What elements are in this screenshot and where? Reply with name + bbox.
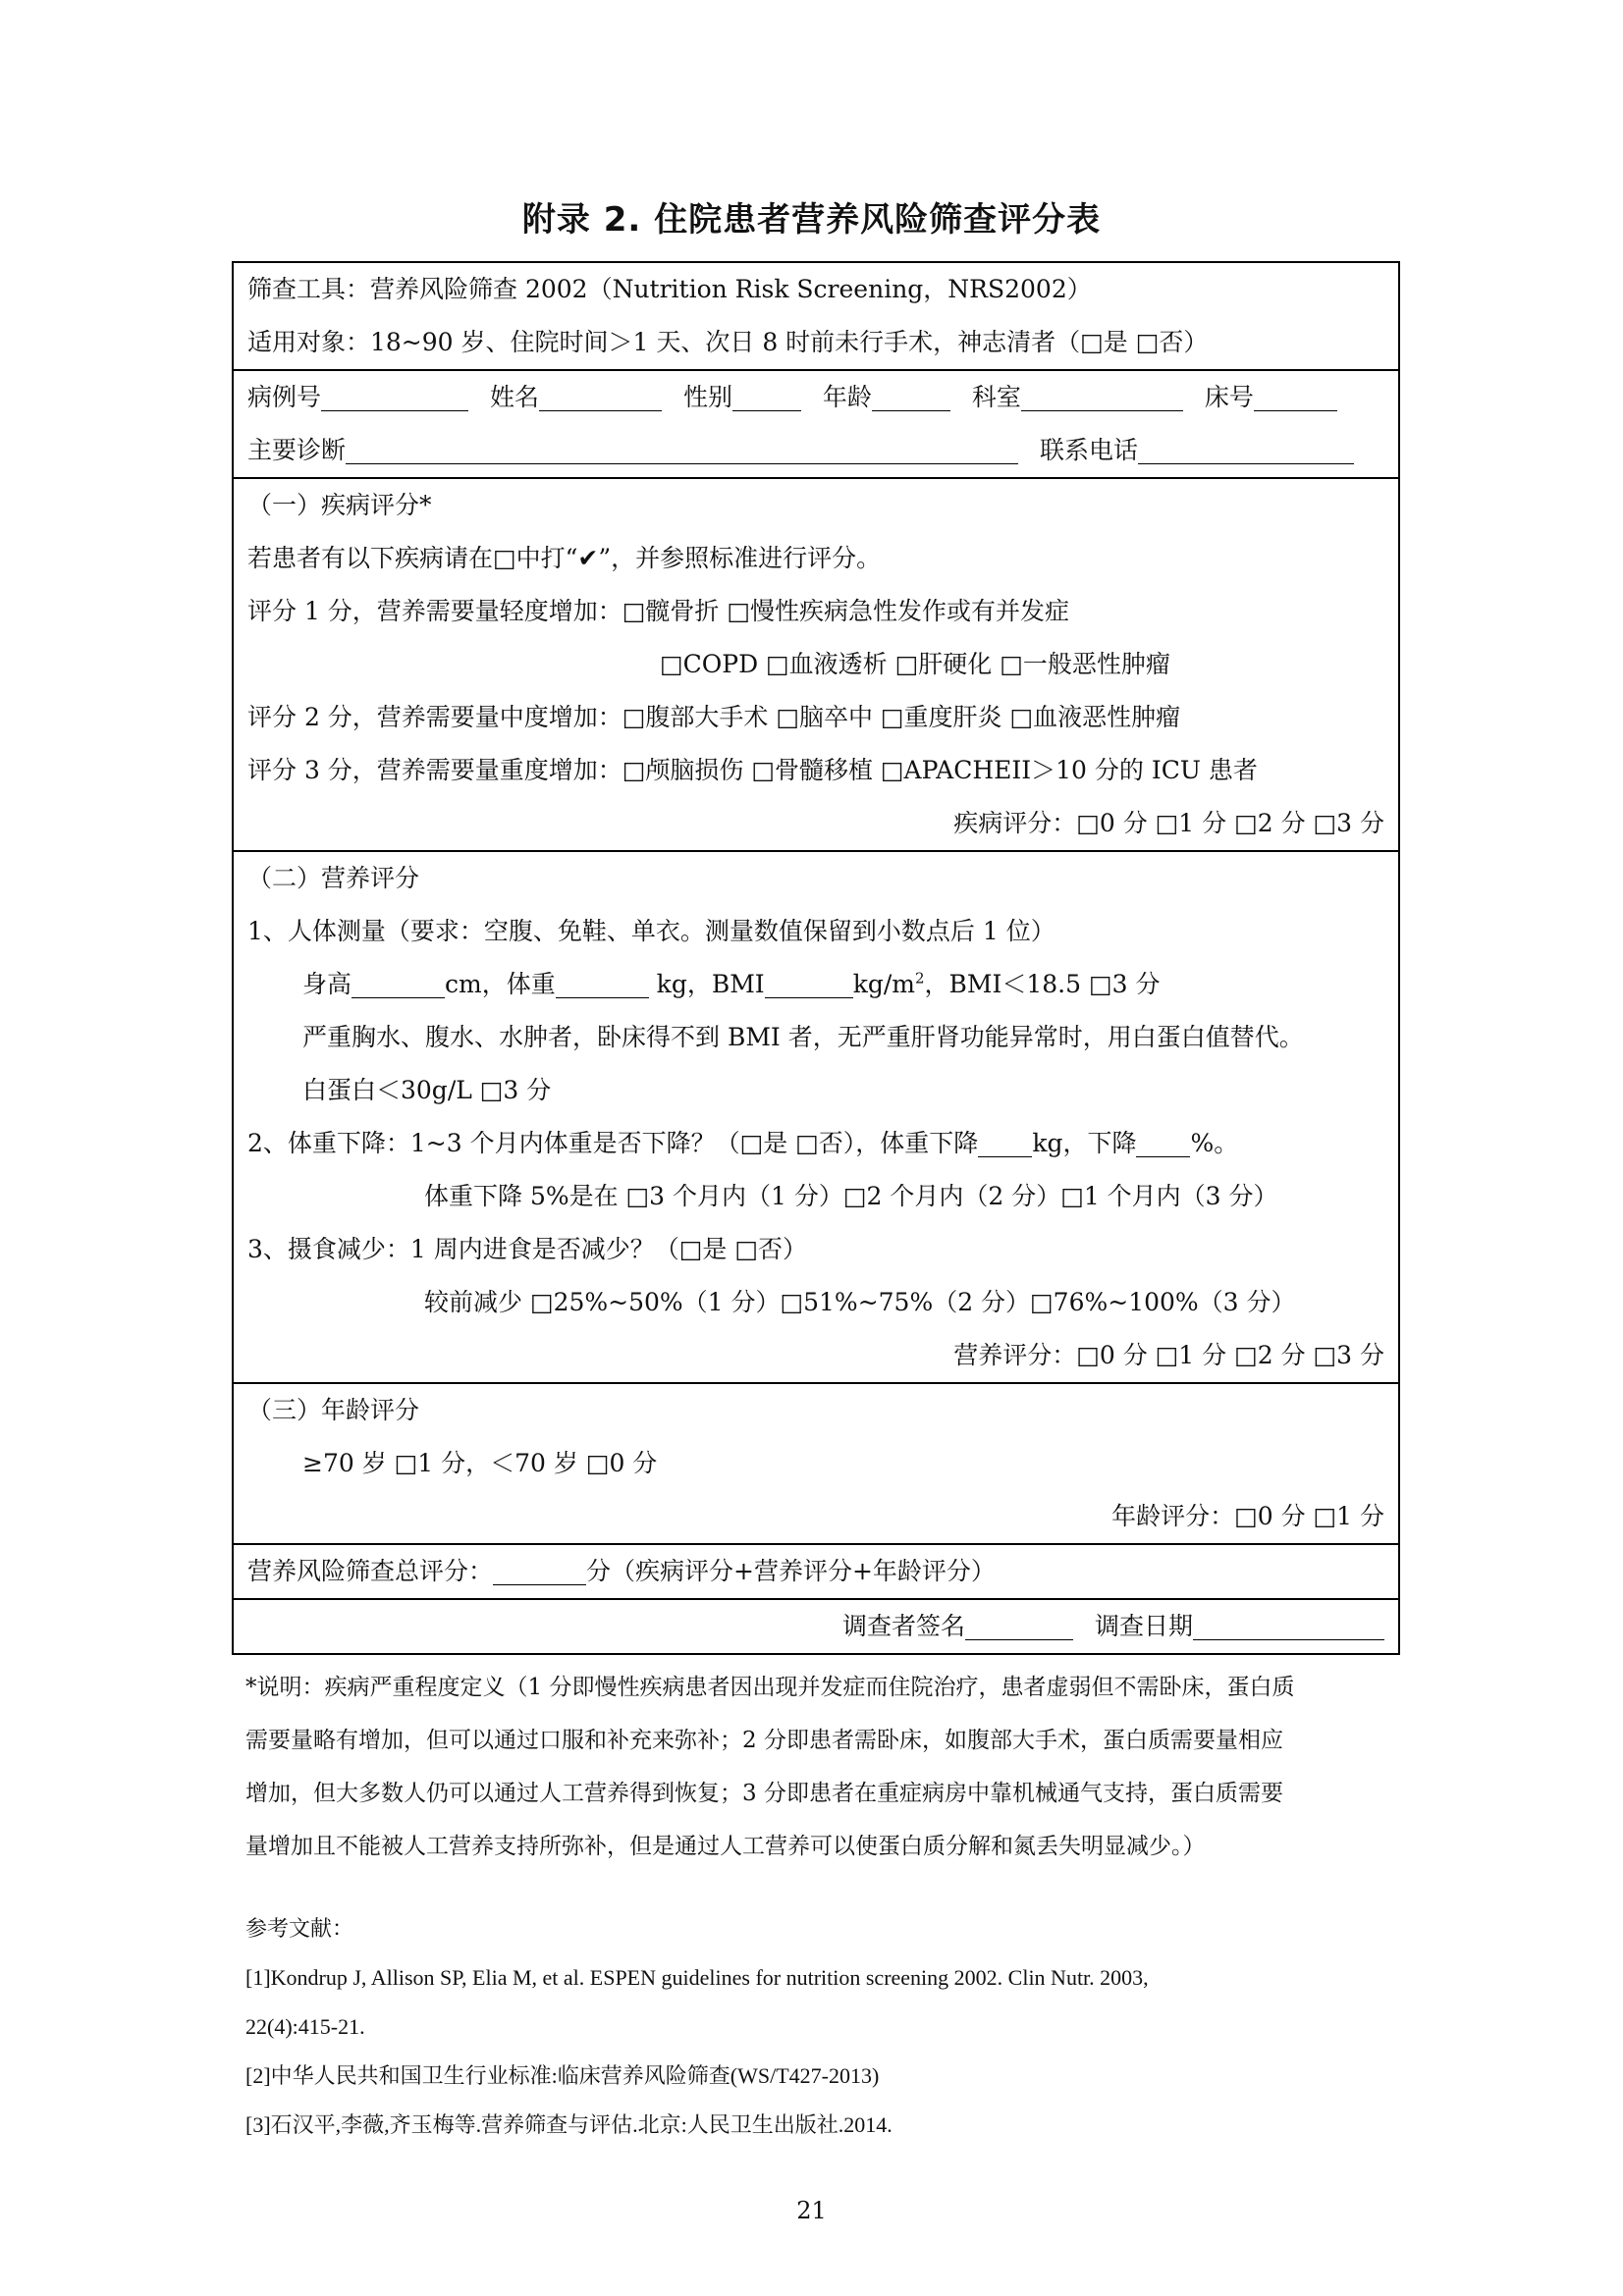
age-heading: （三）年龄评分 bbox=[247, 1396, 420, 1424]
intake-question[interactable]: 3、摄食减少：1 周内进食是否减少？（□是 □否） bbox=[247, 1235, 807, 1263]
disease-score2[interactable]: 评分 2 分，营养需要量中度增加：□腹部大手术 □脑卒中 □重度肝炎 □血液恶性肿瘤 bbox=[247, 703, 1181, 731]
disease-score1-b[interactable]: □COPD □血液透析 □肝硬化 □一般恶性肿瘤 bbox=[660, 650, 1170, 678]
page-number: 21 bbox=[796, 2197, 827, 2224]
note-line: 需要量略有增加，但可以通过口服和补充来弥补；2 分即患者需卧床，如腹部大手术，蛋白质需要量相应 bbox=[245, 1728, 1283, 1753]
albumin-note: 严重胸水、腹水、水肿者，卧床得不到 BMI 者，无严重肝肾功能异常时，用白蛋白值替代。 bbox=[302, 1023, 1304, 1051]
summary-label: 营养风险筛查总评分： bbox=[247, 1557, 494, 1585]
weight-loss-question[interactable]: 2、体重下降：1~3 个月内体重是否下降？（□是 □否），体重下降 bbox=[247, 1129, 979, 1157]
age-field[interactable] bbox=[872, 381, 950, 411]
weight-loss-kg-field[interactable] bbox=[978, 1127, 1032, 1157]
bed-field[interactable] bbox=[1254, 381, 1337, 411]
weight-field[interactable] bbox=[556, 968, 649, 998]
sex-label: 性别 bbox=[682, 383, 732, 411]
diagnosis-label: 主要诊断 bbox=[247, 436, 347, 464]
nutrition-total[interactable]: 营养评分：□0 分 □1 分 □2 分 □3 分 bbox=[953, 1341, 1384, 1369]
header-section bbox=[234, 263, 1398, 371]
dept-field[interactable] bbox=[1021, 381, 1183, 411]
disease-section bbox=[234, 479, 1398, 852]
nutrition-heading: （二）营养评分 bbox=[247, 864, 420, 892]
diagnosis-field[interactable] bbox=[346, 434, 1018, 464]
age-rule[interactable]: ≥70 岁 □1 分，＜70 岁 □0 分 bbox=[302, 1449, 658, 1477]
bed-label: 床号 bbox=[1204, 383, 1254, 411]
weight-loss-line bbox=[247, 1117, 1384, 1170]
height-label: 身高 bbox=[302, 970, 352, 998]
date-label: 调查日期 bbox=[1094, 1612, 1193, 1640]
weight-loss-kg-label: kg，下降 bbox=[1032, 1129, 1137, 1157]
patient-line-2 bbox=[247, 424, 1384, 477]
summary-section bbox=[234, 1545, 1398, 1600]
patient-info-section bbox=[234, 371, 1398, 479]
note-line: *说明：疾病严重程度定义（1 分即慢性疾病患者因出现并发症而住院治疗，患者虚弱但不需卧床，蛋白质 bbox=[245, 1675, 1295, 1700]
name-label: 姓名 bbox=[489, 383, 539, 411]
signature-section bbox=[234, 1600, 1398, 1653]
weight-loss-period[interactable]: 体重下降 5%是在 □3 个月内（1 分）□2 个月内（2 分）□1 个月内（3 分） bbox=[424, 1182, 1278, 1210]
signature-line bbox=[247, 1600, 1384, 1653]
case-no-field[interactable] bbox=[321, 381, 468, 411]
page-title: 附录 2. 住院患者营养风险筛查评分表 bbox=[521, 200, 1102, 240]
intake-reduction[interactable]: 较前减少 □25%~50%（1 分）□51%~75%（2 分）□76%~100%（3 分） bbox=[424, 1288, 1296, 1316]
albumin-line[interactable]: 白蛋白＜30g/L □3 分 bbox=[302, 1076, 552, 1104]
summary-line bbox=[247, 1545, 1384, 1598]
references bbox=[245, 1904, 1394, 2150]
patient-line-1 bbox=[247, 371, 1384, 424]
note-line: 量增加且不能被人工营养支持所弥补，但是通过人工营养可以使蛋白质分解和氮丢失明显减少。） bbox=[245, 1834, 1206, 1859]
phone-label: 联系电话 bbox=[1039, 436, 1138, 464]
target-line: 适用对象：18~90 岁、住院时间＞1 天、次日 8 时前未行手术，神志清者（□是 □否） bbox=[247, 328, 1209, 356]
bmi-label: kg，BMI bbox=[648, 970, 765, 998]
disease-heading: （一）疾病评分* bbox=[247, 491, 432, 519]
investigator-field[interactable] bbox=[965, 1610, 1073, 1640]
dept-label: 科室 bbox=[971, 383, 1021, 411]
disease-instruction: 若患者有以下疾病请在□中打“✔”，并参照标准进行评分。 bbox=[247, 544, 882, 572]
investigator-label: 调查者签名 bbox=[842, 1612, 966, 1640]
weight-loss-pct-label: %。 bbox=[1190, 1129, 1239, 1157]
bmi-rule[interactable]: ，BMI＜18.5 □3 分 bbox=[924, 970, 1161, 998]
tool-line: 筛查工具：营养风险筛查 2002（Nutrition Risk Screening，NRS2002） bbox=[247, 275, 1092, 303]
screening-form bbox=[232, 261, 1400, 1655]
bmi-field[interactable] bbox=[765, 968, 853, 998]
nutrition-section bbox=[234, 852, 1398, 1384]
phone-field[interactable] bbox=[1138, 434, 1354, 464]
disease-score3[interactable]: 评分 3 分，营养需要量重度增加：□颅脑损伤 □骨髓移植 □APACHEII＞10 分的 ICU 患者 bbox=[247, 756, 1258, 784]
date-field[interactable] bbox=[1193, 1610, 1384, 1640]
bmi-line bbox=[247, 958, 1384, 1011]
anthropometry-item: 1、人体测量（要求：空腹、免鞋、单衣。测量数值保留到小数点后 1 位） bbox=[247, 917, 1055, 945]
disease-total[interactable]: 疾病评分：□0 分 □1 分 □2 分 □3 分 bbox=[953, 809, 1384, 837]
height-field[interactable] bbox=[352, 968, 445, 998]
explanation-notes bbox=[245, 1661, 1394, 1873]
age-label: 年龄 bbox=[822, 383, 872, 411]
summary-score-field[interactable] bbox=[493, 1555, 586, 1585]
disease-score1-a[interactable]: 评分 1 分，营养需要量轻度增加：□髋骨折 □慢性疾病急性发作或有并发症 bbox=[247, 597, 1069, 625]
reference-item: [1]Kondrup J, Allison SP, Elia M, et al. ESPEN guidelines for nutrition screening 2002. Clin Nutr. 2003, bbox=[245, 1965, 1149, 1990]
age-total[interactable]: 年龄评分：□0 分 □1 分 bbox=[1111, 1502, 1384, 1530]
weight-loss-pct-field[interactable] bbox=[1136, 1127, 1190, 1157]
note-line: 增加，但大多数人仍可以通过人工营养得到恢复；3 分即患者在重症病房中靠机械通气支持，蛋白质需要 bbox=[245, 1781, 1283, 1806]
reference-item: [3]石汉平,李薇,齐玉梅等.营养筛查与评估.北京:人民卫生出版社.2014. bbox=[245, 2112, 893, 2137]
bmi-unit: kg/m bbox=[852, 970, 915, 998]
name-field[interactable] bbox=[539, 381, 662, 411]
bmi-unit-sup: 2 bbox=[914, 969, 925, 988]
case-no-label: 病例号 bbox=[247, 383, 322, 411]
reference-item: 22(4):415-21. bbox=[245, 2014, 365, 2039]
age-section bbox=[234, 1384, 1398, 1545]
sex-field[interactable] bbox=[732, 381, 801, 411]
reference-item: [2]中华人民共和国卫生行业标准:临床营养风险筛查(WS/T427-2013) bbox=[245, 2063, 880, 2088]
references-heading: 参考文献： bbox=[245, 1916, 354, 1941]
weight-label: cm，体重 bbox=[445, 970, 556, 998]
summary-suffix: 分（疾病评分+营养评分+年龄评分） bbox=[586, 1557, 996, 1585]
